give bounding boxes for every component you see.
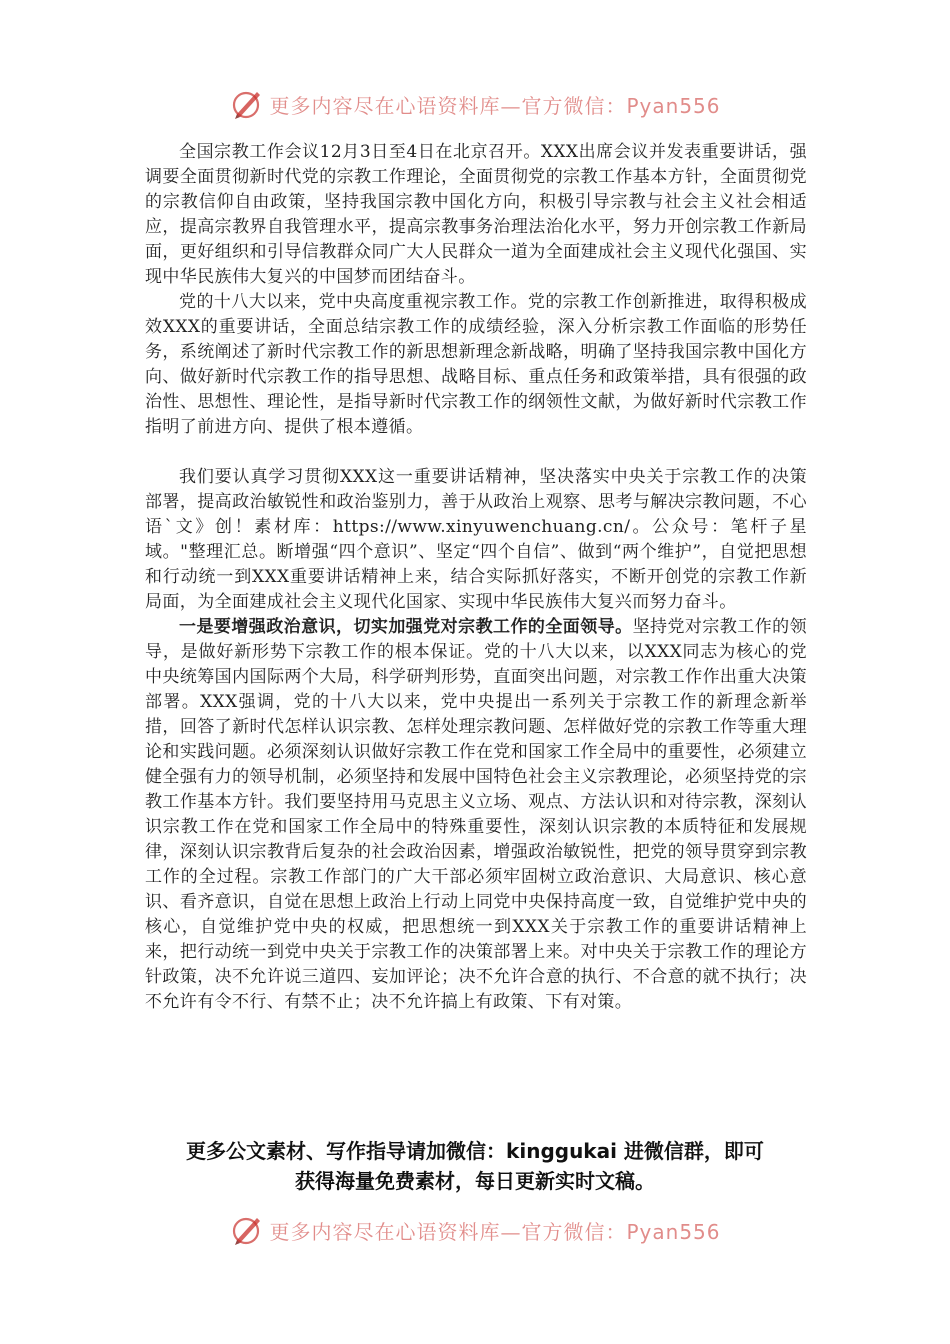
paragraph-3: 我们要认真学习贯彻XXX这一重要讲话精神，坚决落实中央关于宗教工作的决策部署，提高政治敏锐性和政治鉴别力，善于从政治上观察、思考与解决宗教问题，不心语`文》创！素材库：https://www.xinyuwenchuang.cn/。公众号：笔杆子星域。"整理汇总。断增强“四个意识”、坚定“四个自信”、做到“两个维护”，自觉把思想和行动统一到XXX重要讲话精神上来，结合实际抓好落实，不断开创党的宗教工作新局面，为全面建成社会主义现代化国家、实现中华民族伟大复兴而努力奋斗。: [145, 467, 807, 612]
watermark-footer: [0, 1208, 950, 1252]
promo-line-1: 更多公文素材、写作指导请加微信：kinggukai 进微信群，即可: [186, 1139, 764, 1163]
paragraph-1: 全国宗教工作会议12月3日至4日在北京召开。XXX出席会议并发表重要讲话，强调要全面贯彻新时代党的宗教工作理论，全面贯彻党的宗教工作基本方针，全面贯彻党的宗教信仰自由政策，坚持我国宗教中国化方向，积极引导宗教与社会主义社会相适应，提高宗教界自我管理水平，提高宗教事务治理法治化水平，努力开创宗教工作新局面，更好组织和引导信教群众同广大人民群众一道为全面建成社会主义现代化强国、实现中华民族伟大复兴的中国梦而团结奋斗。: [145, 142, 807, 287]
section-one-heading: 一是要增强政治意识，切实加强党对宗教工作的全面领导。: [179, 617, 633, 637]
section-one-body: 坚持党对宗教工作的领导，是做好新形势下宗教工作的根本保证。党的十八大以来，以XXX同志为核心的党中央统筹国内国际两个大局，科学研判形势，直面突出问题，对宗教工作作出重大决策部署。XXX强调，党的十八大以来，党中央提出一系列关于宗教工作的新理念新举措，回答了新时代怎样认识宗教、怎样处理宗教问题、怎样做好党的宗教工作等重大理论和实践问题。必须深刻认识做好宗教工作在党和国家工作全局中的重要性，必须建立健全强有力的领导机制，必须坚持和发展中国特色社会主义宗教理论，必须坚持党的宗教工作基本方针。我们要坚持用马克思主义立场、观点、方法认识和对待宗教，深刻认识宗教工作在党和国家工作全局中的特殊重要性，深刻认识宗教的本质特征和发展规律，深刻认识宗教背后复杂的社会政治因素，增强政治敏锐性，把党的领导贯穿到宗教工作的全过程。宗教工作部门的广大干部必须牢固树立政治意识、大局意识、核心意识、看齐意识，自觉在思想上政治上行动上同党中央保持高度一致，自觉维护党中央的核心，自觉维护党中央的权威，把思想统一到XXX关于宗教工作的重要讲话精神上来，把行动统一到党中央关于宗教工作的决策部署上来。对中央关于宗教工作的理论方针政策，决不允许说三道四、妄加评论；决不允许合意的执行、不合意的就不执行；决不允许有令不行、有禁不止；决不允许搞上有政策、下有对策。: [145, 617, 808, 1012]
watermark-text: 更多内容尽在心语资料库—官方微信：Pyan556: [269, 1219, 721, 1244]
section-one-paragraph: [145, 615, 807, 1015]
watermark-text: 更多内容尽在心语资料库—官方微信：Pyan556: [269, 93, 721, 118]
paragraph-2: 党的十八大以来，党中央高度重视宗教工作。党的宗教工作创新推进，取得积极成效XXX的重要讲话，全面总结宗教工作的成绩经验，深入分析宗教工作面临的形势任务，系统阐述了新时代宗教工作的新思想新理念新战略，明确了坚持我国宗教中国化方向、做好新时代宗教工作的指导思想、战略目标、重点任务和政策举措，具有很强的政治性、思想性、理论性，是指导新时代宗教工作的纲领性文献，为做好新时代宗教工作指明了前进方向、提供了根本遵循。: [145, 292, 807, 437]
pen-logo-icon: [229, 86, 265, 122]
pen-logo-icon: [229, 1212, 265, 1248]
promo-line-2: 获得海量免费素材，每日更新实时文稿。: [295, 1169, 655, 1193]
watermark-header: [0, 82, 950, 126]
document-body: [145, 140, 807, 1015]
promo-note: [120, 1136, 830, 1196]
